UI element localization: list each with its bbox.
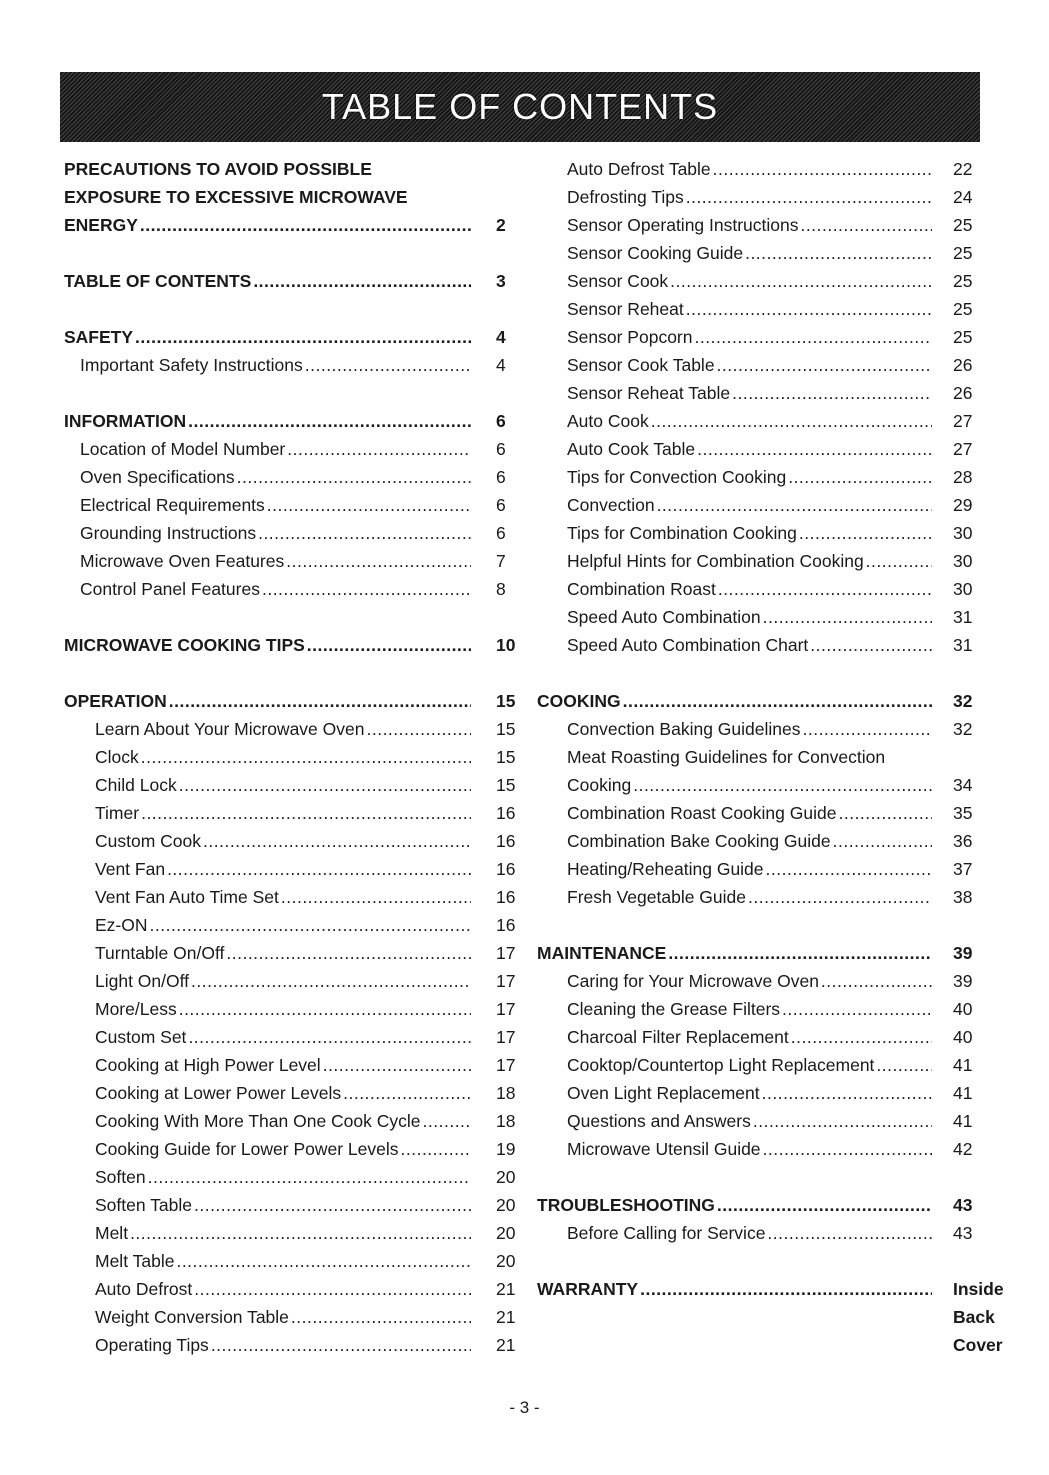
dot-leader	[767, 1219, 932, 1247]
page-number: 38	[953, 887, 973, 907]
item-label: Operating Tips	[95, 1335, 209, 1355]
item-label: Before Calling for Service	[567, 1223, 766, 1243]
page-number: 6	[496, 523, 506, 543]
dot-leader	[633, 771, 932, 799]
toc-item	[64, 351, 516, 379]
toc-item	[537, 1135, 977, 1163]
dot-leader	[802, 715, 932, 743]
toc-item	[537, 463, 977, 491]
toc-heading-cooking	[537, 687, 977, 715]
page-number: 2	[496, 215, 506, 235]
item-label: Helpful Hints for Combination Cooking	[567, 551, 864, 571]
item-label: Vent Fan	[95, 859, 166, 879]
dot-leader	[253, 267, 471, 295]
item-label: Vent Fan Auto Time Set	[95, 887, 279, 907]
dot-leader	[801, 211, 932, 239]
page-number: 21	[496, 1279, 516, 1299]
dot-leader	[194, 1191, 471, 1219]
dot-leader	[833, 827, 932, 855]
toc-item	[537, 1051, 977, 1079]
page-number: 16	[496, 831, 516, 851]
page-number: 26	[953, 355, 973, 375]
toc-right-column	[537, 155, 1004, 1355]
page-number: 6	[496, 495, 506, 515]
page-number: 16	[496, 887, 516, 907]
page-number: 22	[953, 159, 973, 179]
item-label: Defrosting Tips	[567, 187, 684, 207]
page-number: 17	[496, 943, 516, 963]
item-label: Custom Cook	[95, 831, 202, 851]
toc-item	[64, 1191, 516, 1219]
page-number: 25	[953, 243, 973, 263]
item-label: Cooking at High Power Level	[95, 1055, 321, 1075]
heading-label: MAINTENANCE	[537, 943, 667, 963]
toc-item	[537, 1219, 977, 1247]
item-label: Speed Auto Combination	[567, 607, 761, 627]
toc-heading-toc	[64, 267, 516, 295]
toc-item	[537, 575, 977, 603]
toc-item	[64, 1163, 516, 1191]
page-number: 39	[953, 971, 973, 991]
dot-leader	[686, 295, 932, 323]
page-number: 41	[953, 1083, 973, 1103]
dot-leader	[810, 631, 932, 659]
toc-item	[64, 1331, 516, 1359]
page-number: 31	[953, 635, 973, 655]
dot-leader	[657, 491, 932, 519]
toc-item	[64, 827, 516, 855]
toc-item	[537, 631, 977, 659]
page-number: 20	[496, 1195, 516, 1215]
toc-item	[537, 1079, 977, 1107]
item-label: Convection	[567, 495, 655, 515]
dot-leader	[179, 771, 471, 799]
item-label: Sensor Cook	[567, 271, 669, 291]
toc-heading-information	[64, 407, 516, 435]
page-number: 26	[953, 383, 973, 403]
dot-leader	[651, 407, 932, 435]
dot-leader	[307, 631, 471, 659]
item-label: Melt	[95, 1223, 129, 1243]
page-number: 20	[496, 1167, 516, 1187]
toc-heading-precautions	[64, 211, 516, 239]
dot-leader	[423, 1107, 471, 1135]
dot-leader	[718, 575, 932, 603]
page-number: 30	[953, 579, 973, 599]
item-label: Oven Light Replacement	[567, 1083, 760, 1103]
page-number: 20	[496, 1251, 516, 1271]
dot-leader	[753, 1107, 932, 1135]
page-number: 16	[496, 859, 516, 879]
page-number: Inside Back Cover	[953, 1279, 1004, 1355]
dot-leader	[150, 911, 472, 939]
page-number: 15	[496, 719, 516, 739]
item-label: Sensor Cooking Guide	[567, 243, 744, 263]
toc-heading-precautions	[64, 155, 516, 183]
heading-label: INFORMATION	[64, 411, 187, 431]
dot-leader	[130, 1219, 471, 1247]
dot-leader	[169, 687, 471, 715]
heading-line: EXPOSURE TO EXCESSIVE MICROWAVE	[64, 187, 408, 207]
dot-leader	[281, 883, 471, 911]
toc-item	[537, 407, 977, 435]
item-label: Cooking Guide for Lower Power Levels	[95, 1139, 399, 1159]
toc-item	[64, 1135, 516, 1163]
dot-leader	[821, 967, 932, 995]
item-label: Location of Model Number	[80, 439, 286, 459]
heading-label: TABLE OF CONTENTS	[64, 271, 252, 291]
dot-leader	[211, 1331, 471, 1359]
toc-item	[64, 575, 516, 603]
item-label: Fresh Vegetable Guide	[567, 887, 747, 907]
item-label: Sensor Operating Instructions	[567, 215, 799, 235]
heading-line: ENERGY	[64, 215, 138, 235]
dot-leader	[148, 1163, 471, 1191]
page-number: 42	[953, 1139, 973, 1159]
dot-leader	[866, 547, 932, 575]
toc-item	[537, 1023, 977, 1051]
heading-label: TROUBLESHOOTING	[537, 1195, 715, 1215]
page-number: 29	[953, 495, 973, 515]
toc-item	[64, 799, 516, 827]
dot-leader	[838, 799, 932, 827]
item-label: Auto Cook	[567, 411, 649, 431]
page-number: 4	[496, 355, 506, 375]
page-number: 6	[496, 467, 506, 487]
page-number: 32	[953, 691, 973, 711]
page-number: 15	[496, 775, 516, 795]
toc-item	[64, 1051, 516, 1079]
dot-leader	[191, 967, 471, 995]
toc-item	[537, 351, 977, 379]
dot-leader	[876, 1051, 932, 1079]
dot-leader	[697, 435, 932, 463]
item-label: Speed Auto Combination Chart	[567, 635, 809, 655]
toc-item	[64, 967, 516, 995]
item-label: Custom Set	[95, 1027, 187, 1047]
page-number: 40	[953, 999, 973, 1019]
item-label: Tips for Combination Cooking	[567, 523, 797, 543]
toc-item	[64, 1079, 516, 1107]
page-number: 10	[496, 635, 516, 655]
item-label: Turntable On/Off	[95, 943, 225, 963]
toc-item	[64, 1023, 516, 1051]
item-label: Auto Defrost	[95, 1279, 193, 1299]
toc-item	[64, 715, 516, 743]
dot-leader	[717, 351, 932, 379]
dot-leader	[766, 855, 932, 883]
dot-leader	[262, 575, 471, 603]
item-label: Timer	[95, 803, 140, 823]
item-label: Ez-ON	[95, 915, 148, 935]
page-number: 25	[953, 271, 973, 291]
dot-leader	[401, 1135, 472, 1163]
page-number: 17	[496, 971, 516, 991]
page-number: 17	[496, 1027, 516, 1047]
page-number: 28	[953, 467, 973, 487]
toc-item	[537, 155, 977, 183]
item-label: Cleaning the Grease Filters	[567, 999, 781, 1019]
toc-item	[64, 1247, 516, 1275]
toc-item	[64, 547, 516, 575]
toc-item	[64, 435, 516, 463]
dot-leader	[670, 267, 932, 295]
dot-leader	[763, 603, 932, 631]
toc-left-column	[64, 155, 516, 1359]
item-label: Clock	[95, 747, 139, 767]
page-number: 18	[496, 1111, 516, 1131]
page-number: 39	[953, 943, 973, 963]
page-number: 20	[496, 1223, 516, 1243]
dot-leader	[713, 155, 932, 183]
page-number: 24	[953, 187, 973, 207]
page-number: 25	[953, 215, 973, 235]
toc-item	[64, 911, 516, 939]
item-label: Caring for Your Microwave Oven	[567, 971, 819, 991]
page-number: 7	[496, 551, 506, 571]
page-number: 17	[496, 1055, 516, 1075]
toc-item	[64, 883, 516, 911]
toc-item	[64, 1219, 516, 1247]
dot-leader	[366, 715, 471, 743]
item-label: Child Lock	[95, 775, 177, 795]
item-label: Auto Defrost Table	[567, 159, 711, 179]
toc-item	[537, 603, 977, 631]
toc-item	[537, 239, 977, 267]
toc-item	[64, 771, 516, 799]
page-number: 18	[496, 1083, 516, 1103]
dot-leader	[305, 351, 471, 379]
page-number: 34	[953, 775, 973, 795]
page-number: 30	[953, 551, 973, 571]
toc-heading-safety	[64, 323, 516, 351]
dot-leader	[188, 1023, 471, 1051]
item-label: Auto Cook Table	[567, 439, 696, 459]
page-number: 40	[953, 1027, 973, 1047]
toc-item	[537, 435, 977, 463]
heading-label: OPERATION	[64, 691, 167, 711]
dot-leader	[188, 407, 471, 435]
dot-leader	[732, 379, 932, 407]
toc-item	[537, 183, 977, 211]
page-number: 32	[953, 719, 973, 739]
heading-line: PRECAUTIONS TO AVOID POSSIBLE	[64, 159, 372, 179]
page-title: TABLE OF CONTENTS	[321, 86, 719, 127]
dot-leader	[291, 1303, 471, 1331]
toc-item	[537, 967, 977, 995]
toc-heading-precautions	[64, 183, 516, 211]
dot-leader	[686, 183, 932, 211]
dot-leader	[141, 743, 471, 771]
toc-item	[537, 799, 977, 827]
item-label: Cooktop/Countertop Light Replacement	[567, 1055, 875, 1075]
dot-leader	[135, 323, 471, 351]
item-label: Charcoal Filter Replacement	[567, 1027, 789, 1047]
dot-leader	[140, 211, 471, 239]
page-number: 36	[953, 831, 973, 851]
item-label: Tips for Convection Cooking	[567, 467, 787, 487]
toc-item	[537, 883, 977, 911]
item-label: Sensor Cook Table	[567, 355, 715, 375]
toc-item	[537, 211, 977, 239]
toc-heading-troubleshooting	[537, 1191, 977, 1219]
dot-leader	[799, 519, 932, 547]
item-label: Heating/Reheating Guide	[567, 859, 764, 879]
page-number: 43	[953, 1223, 973, 1243]
toc-item	[64, 491, 516, 519]
dot-leader	[763, 1135, 932, 1163]
toc-item	[64, 855, 516, 883]
dot-leader	[782, 995, 932, 1023]
item-label: Electrical Requirements	[80, 495, 265, 515]
toc-item	[537, 295, 977, 323]
page-number: 16	[496, 915, 516, 935]
page-number: 3	[496, 271, 506, 291]
heading-label: MICROWAVE COOKING TIPS	[64, 635, 305, 655]
item-label: Control Panel Features	[80, 579, 260, 599]
page-number: 31	[953, 607, 973, 627]
page-number: 21	[496, 1307, 516, 1327]
page-footer: - 3 -	[509, 1398, 540, 1417]
item-label: Sensor Popcorn	[567, 327, 693, 347]
dot-leader	[717, 1191, 932, 1219]
toc-item-line2	[537, 771, 977, 799]
dot-leader	[286, 547, 471, 575]
item-label: Light On/Off	[95, 971, 190, 991]
dot-leader	[695, 323, 933, 351]
dot-leader	[623, 687, 932, 715]
heading-label: COOKING	[537, 691, 621, 711]
page-number: 4	[496, 327, 506, 347]
page-number: 25	[953, 327, 973, 347]
toc-item	[537, 491, 977, 519]
dot-leader	[343, 1079, 471, 1107]
page-number: 25	[953, 299, 973, 319]
page-number: 43	[953, 1195, 973, 1215]
dot-leader	[141, 799, 471, 827]
toc-item	[64, 1275, 516, 1303]
dot-leader	[748, 883, 932, 911]
dot-leader	[267, 491, 471, 519]
dot-leader	[194, 1275, 471, 1303]
toc-item	[537, 827, 977, 855]
dot-leader	[791, 1023, 932, 1051]
dot-leader	[668, 939, 932, 967]
toc-item	[537, 855, 977, 883]
toc-item	[64, 995, 516, 1023]
toc-item	[64, 1107, 516, 1135]
toc-heading-tips	[64, 631, 516, 659]
page-number: 21	[496, 1335, 516, 1355]
toc-item	[64, 743, 516, 771]
page-number: 41	[953, 1055, 973, 1075]
dot-leader	[203, 827, 471, 855]
item-label: Microwave Oven Features	[80, 551, 285, 571]
page-number: 15	[496, 747, 516, 767]
page-number: 16	[496, 803, 516, 823]
item-label: Sensor Reheat Table	[567, 383, 731, 403]
page-number: 27	[953, 439, 973, 459]
item-label: More/Less	[95, 999, 177, 1019]
toc-item	[537, 267, 977, 295]
page-number: 19	[496, 1139, 516, 1159]
item-label: Weight Conversion Table	[95, 1307, 289, 1327]
item-label: Questions and Answers	[567, 1111, 751, 1131]
item-label: Soften	[95, 1167, 146, 1187]
toc-heading-maintenance	[537, 939, 977, 967]
page-number: 6	[496, 439, 506, 459]
page-number: 30	[953, 523, 973, 543]
toc-item	[64, 1303, 516, 1331]
heading-label: SAFETY	[64, 327, 134, 347]
item-label: Important Safety Instructions	[80, 355, 303, 375]
page-number: 41	[953, 1111, 973, 1131]
item-label: Oven Specifications	[80, 467, 235, 487]
toc-item	[537, 519, 977, 547]
item-label: Cooking at Lower Power Levels	[95, 1083, 342, 1103]
item-label: Cooking With More Than One Cook Cycle	[95, 1111, 421, 1131]
page-number: 17	[496, 999, 516, 1019]
item-label: Microwave Utensil Guide	[567, 1139, 761, 1159]
dot-leader	[226, 939, 471, 967]
page-number: 8	[496, 579, 506, 599]
dot-leader	[745, 239, 932, 267]
item-label-continued: Cooking	[567, 775, 632, 795]
title-banner	[60, 72, 980, 142]
item-label: Learn About Your Microwave Oven	[95, 719, 365, 739]
toc-heading-warranty	[537, 1275, 1004, 1355]
item-label: Combination Roast	[567, 579, 716, 599]
dot-leader	[640, 1275, 932, 1303]
page-number: 27	[953, 411, 973, 431]
toc-heading-operation	[64, 687, 516, 715]
dot-leader	[287, 435, 471, 463]
toc-item	[537, 323, 977, 351]
dot-leader	[167, 855, 471, 883]
item-label: Meat Roasting Guidelines for Convection	[567, 747, 886, 767]
dot-leader	[323, 1051, 471, 1079]
dot-leader	[237, 463, 471, 491]
item-label: Grounding Instructions	[80, 523, 257, 543]
item-label: Soften Table	[95, 1195, 192, 1215]
dot-leader	[176, 1247, 471, 1275]
toc-item	[537, 379, 977, 407]
dot-leader	[258, 519, 471, 547]
page-number: 37	[953, 859, 973, 879]
item-label: Combination Bake Cooking Guide	[567, 831, 831, 851]
item-label: Melt Table	[95, 1251, 175, 1271]
toc-item	[64, 519, 516, 547]
toc-item	[64, 939, 516, 967]
dot-leader	[179, 995, 471, 1023]
toc-item	[537, 547, 977, 575]
item-label: Combination Roast Cooking Guide	[567, 803, 837, 823]
page-number: 6	[496, 411, 506, 431]
toc-item	[64, 463, 516, 491]
toc-item-line1	[537, 743, 977, 771]
item-label: Convection Baking Guidelines	[567, 719, 801, 739]
toc-item	[537, 715, 977, 743]
heading-label: WARRANTY	[537, 1279, 639, 1299]
page-number: 15	[496, 691, 516, 711]
toc-item	[537, 1107, 977, 1135]
page-number: 35	[953, 803, 973, 823]
dot-leader	[788, 463, 932, 491]
item-label: Sensor Reheat	[567, 299, 684, 319]
toc-item	[537, 995, 977, 1023]
dot-leader	[762, 1079, 932, 1107]
